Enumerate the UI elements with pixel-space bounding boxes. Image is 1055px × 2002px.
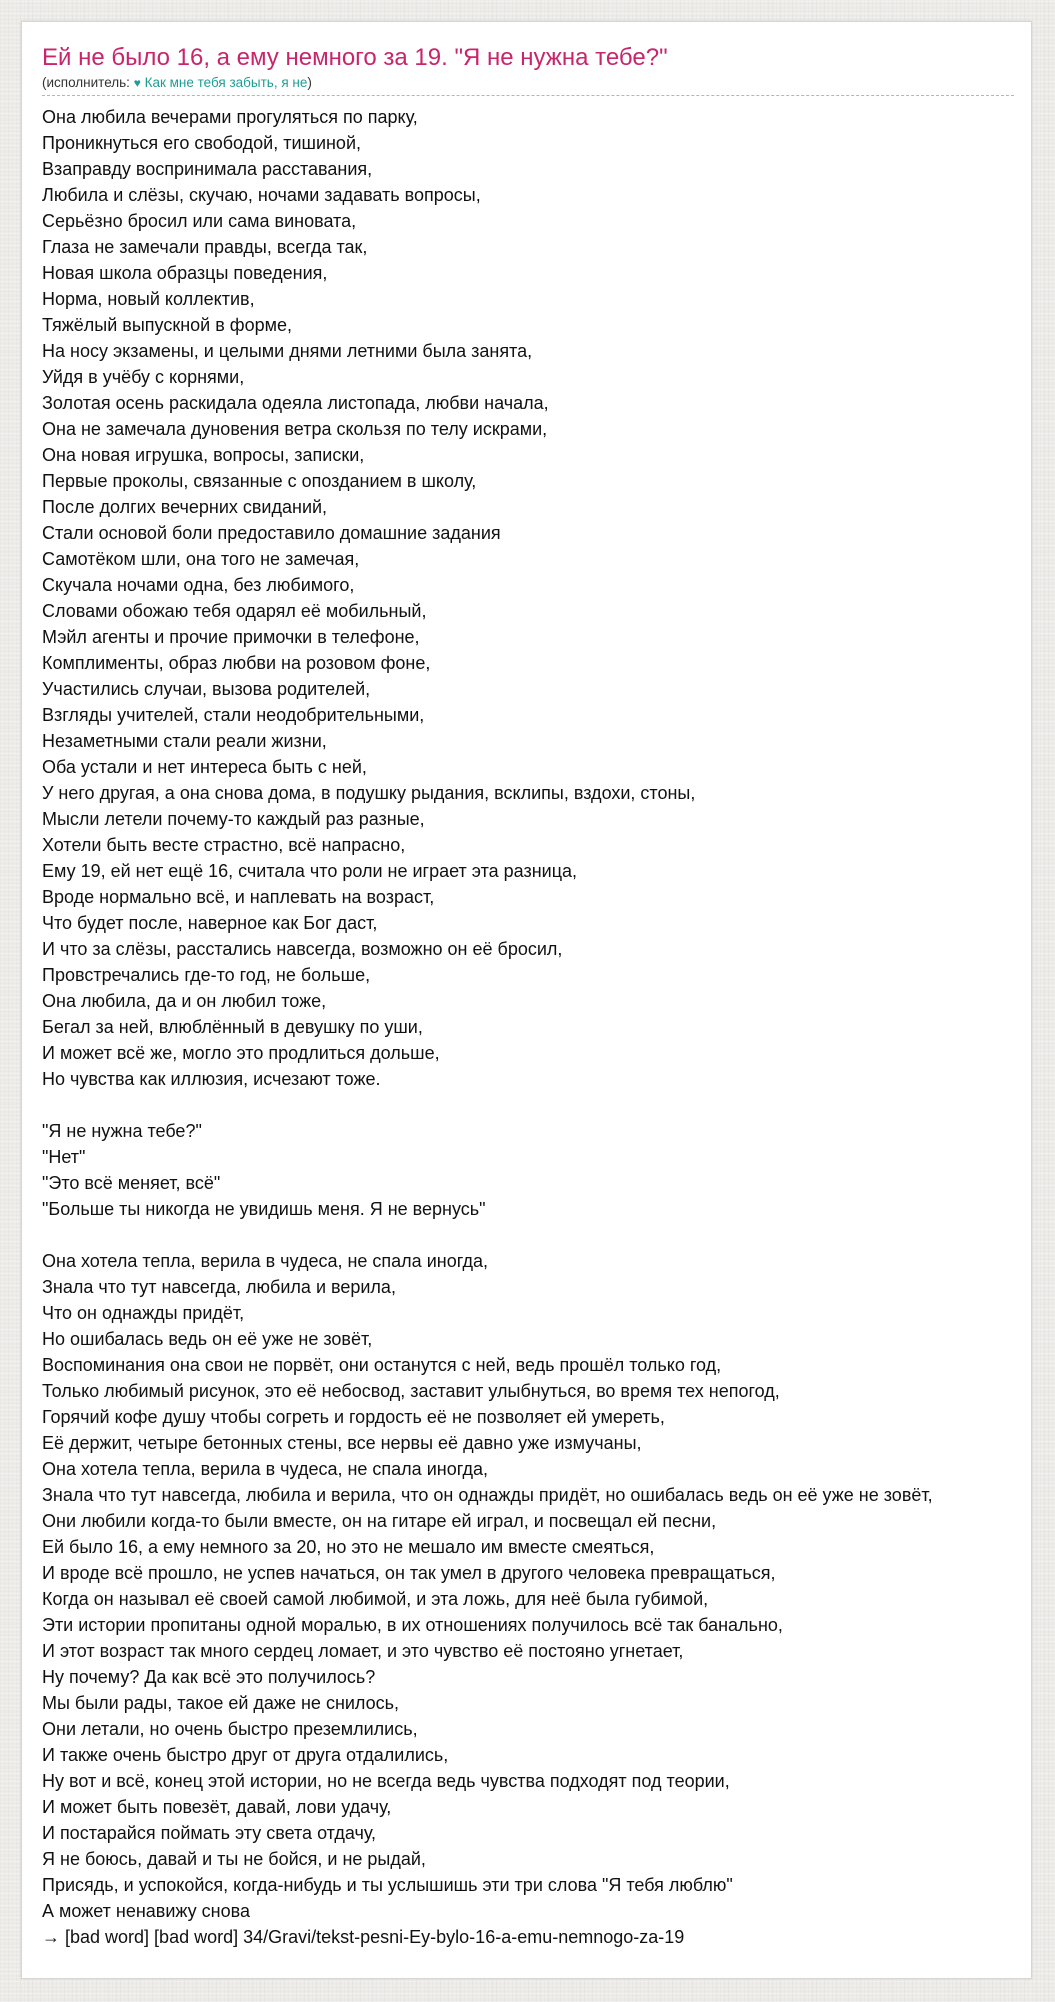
lyric-line: И этот возраст так много сердец ломает, и это чувство её постояно угнетает,: [42, 1641, 684, 1661]
lyric-line: И вроде всё прошло, не успев начаться, он так умел в другого человека превращаться,: [42, 1563, 776, 1583]
lyric-line: И постарайся поймать эту света отдачу,: [42, 1823, 377, 1843]
lyric-line: Уйдя в учёбу с корнями,: [42, 367, 245, 387]
lyric-line: Самотёком шли, она того не замечая,: [42, 549, 360, 569]
lyric-line: Она любила, да и он любил тоже,: [42, 991, 327, 1011]
lyric-line: Участились случаи, вызова родителей,: [42, 679, 371, 699]
lyrics-body: [42, 104, 1055, 1950]
lyric-line: Знала что тут навсегда, любила и верила, что он однажды придёт, но ошибалась ведь он её уже не зовёт,: [42, 1485, 933, 1505]
lyric-line: Мэйл агенты и прочие примочки в телефоне,: [42, 627, 420, 647]
lyric-line: Они любили когда-то были вместе, он на гитаре ей играл, и посвещал ей песни,: [42, 1511, 717, 1531]
artist-suffix: ): [307, 75, 312, 90]
lyric-line: Что будет после, наверное как Бог даст,: [42, 913, 378, 933]
lyric-line: "Нет": [42, 1147, 86, 1167]
lyric-line: На носу экзамены, и целыми днями летними была занята,: [42, 341, 533, 361]
lyric-line: Она хотела тепла, верила в чудеса, не спала иногда,: [42, 1459, 488, 1479]
lyric-line: Но ошибалась ведь он её уже не зовёт,: [42, 1329, 373, 1349]
lyric-line: И может быть повезёт, давай, лови удачу,: [42, 1797, 392, 1817]
lyric-line: Но чувства как иллюзия, исчезают тоже.: [42, 1069, 381, 1089]
lyric-line: Только любимый рисунок, это её небосвод, заставит улыбнуться, во время тех непогод,: [42, 1381, 780, 1401]
artist-line: [42, 74, 312, 92]
lyric-line: Проникнуться его свободой, тишиной,: [42, 133, 361, 153]
lyric-line: И может всё же, могло это продлиться дольше,: [42, 1043, 440, 1063]
lyric-line: "Это всё меняет, всё": [42, 1173, 221, 1193]
lyric-line: Горячий кофе душу чтобы согреть и гордость её не позволяет ей умереть,: [42, 1407, 665, 1427]
lyric-line: Эти истории пропитаны одной моралью, в их отношениях получилось всё так банально,: [42, 1615, 783, 1635]
lyric-line: "Я не нужна тебе?": [42, 1121, 202, 1141]
source-footer: → [bad word] [bad word] 34/Gravi/tekst-pesni-Ey-bylo-16-a-emu-nemnogo-za-19: [42, 1927, 685, 1947]
lyric-line: Присядь, и успокойся, когда-нибудь и ты услышишь эти три слова "Я тебя люблю": [42, 1875, 733, 1895]
lyric-line: После долгих вечерних свиданий,: [42, 497, 328, 517]
lyric-line: Я не боюсь, давай и ты не бойся, и не рыдай,: [42, 1849, 426, 1869]
lyric-line: Она новая игрушка, вопросы, записки,: [42, 445, 365, 465]
lyric-line: Когда он называл её своей самой любимой, и эта ложь, для неё была губимой,: [42, 1589, 709, 1609]
lyric-line: "Больше ты никогда не увидишь меня. Я не вернусь": [42, 1199, 486, 1219]
dialogue-stanza: [42, 1118, 1055, 1222]
lyric-line: Знала что тут навсегда, любила и верила,: [42, 1277, 396, 1297]
lyric-line: Воспоминания она свои не порвёт, они останутся с ней, ведь прошёл только год,: [42, 1355, 722, 1375]
lyric-line: Серьёзно бросил или сама виновата,: [42, 211, 357, 231]
lyric-line: Ну вот и всё, конец этой истории, но не всегда ведь чувства подходят под теории,: [42, 1771, 730, 1791]
lyric-line: Словами обожаю тебя одарял её мобильный,: [42, 601, 427, 621]
artist-prefix: (исполнитель:: [42, 75, 134, 90]
heart-icon: ♥: [133, 76, 141, 90]
lyric-line: Вроде нормально всё, и наплевать на возраст,: [42, 887, 435, 907]
lyric-line: Тяжёлый выпускной в форме,: [42, 315, 292, 335]
lyrics-card: [21, 21, 1032, 1979]
lyric-line: У него другая, а она снова дома, в подушку рыдания, всклипы, вздохи, стоны,: [42, 783, 696, 803]
lyric-line: Она не замечала дуновения ветра скользя по телу искрами,: [42, 419, 548, 439]
lyric-line: Глаза не замечали правды, всегда так,: [42, 237, 368, 257]
lyric-line: Её держит, четыре бетонных стены, все нервы её давно уже измучаны,: [42, 1433, 642, 1453]
lyric-line: Она хотела тепла, верила в чудеса, не спала иногда,: [42, 1251, 488, 1271]
lyric-line: Ему 19, ей нет ещё 16, считала что роли не играет эта разница,: [42, 861, 578, 881]
song-title: Ей не было 16, а ему немного за 19. "Я не нужна тебе?": [42, 44, 668, 71]
verse-2: [42, 1248, 1055, 1924]
lyric-line: Взгляды учителей, стали неодобрительными,: [42, 705, 425, 725]
lyric-line: Незаметными стали реали жизни,: [42, 731, 327, 751]
lyric-line: Новая школа образцы поведения,: [42, 263, 328, 283]
lyric-line: Оба устали и нет интереса быть с ней,: [42, 757, 367, 777]
dashed-divider: [42, 95, 1014, 96]
lyric-line: Взаправду воспринимала расставания,: [42, 159, 373, 179]
lyric-line: Бегал за ней, влюблённый в девушку по уши,: [42, 1017, 423, 1037]
lyric-line: Ну почему? Да как всё это получилось?: [42, 1667, 376, 1687]
lyric-line: Стали основой боли предоставило домашние задания: [42, 523, 501, 543]
verse-1: [42, 104, 1055, 1092]
stanza-break: [42, 1222, 1055, 1248]
lyric-line: Она любила вечерами прогуляться по парку,: [42, 107, 418, 127]
lyric-line: Мысли летели почему-то каждый раз разные,: [42, 809, 425, 829]
lyric-line: Золотая осень раскидала одеяла листопада, любви начала,: [42, 393, 549, 413]
lyric-line: Ей было 16, а ему немного за 20, но это не мешало им вместе смеяться,: [42, 1537, 655, 1557]
lyric-line: Скучала ночами одна, без любимого,: [42, 575, 355, 595]
lyric-line: Комплименты, образ любви на розовом фоне,: [42, 653, 431, 673]
stanza-break: [42, 1092, 1055, 1118]
artist-link[interactable]: Как мне тебя забыть, я не: [144, 75, 308, 90]
lyric-line: Они летали, но очень быстро преземлились,: [42, 1719, 418, 1739]
lyric-line: Что он однажды придёт,: [42, 1303, 245, 1323]
lyric-line: Мы были рады, такое ей даже не снилось,: [42, 1693, 400, 1713]
lyric-line: Любила и слёзы, скучаю, ночами задавать вопросы,: [42, 185, 481, 205]
lyric-line: Первые проколы, связанные с опозданием в школу,: [42, 471, 477, 491]
lyric-line: И что за слёзы, расстались навсегда, возможно он её бросил,: [42, 939, 563, 959]
lyric-line: А может ненавижу снова: [42, 1901, 250, 1921]
lyric-line: Провстречались где-то год, не больше,: [42, 965, 371, 985]
lyric-line: Хотели быть весте страстно, всё напрасно,: [42, 835, 406, 855]
lyric-line: Норма, новый коллектив,: [42, 289, 255, 309]
lyric-line: И также очень быстро друг от друга отдалились,: [42, 1745, 449, 1765]
